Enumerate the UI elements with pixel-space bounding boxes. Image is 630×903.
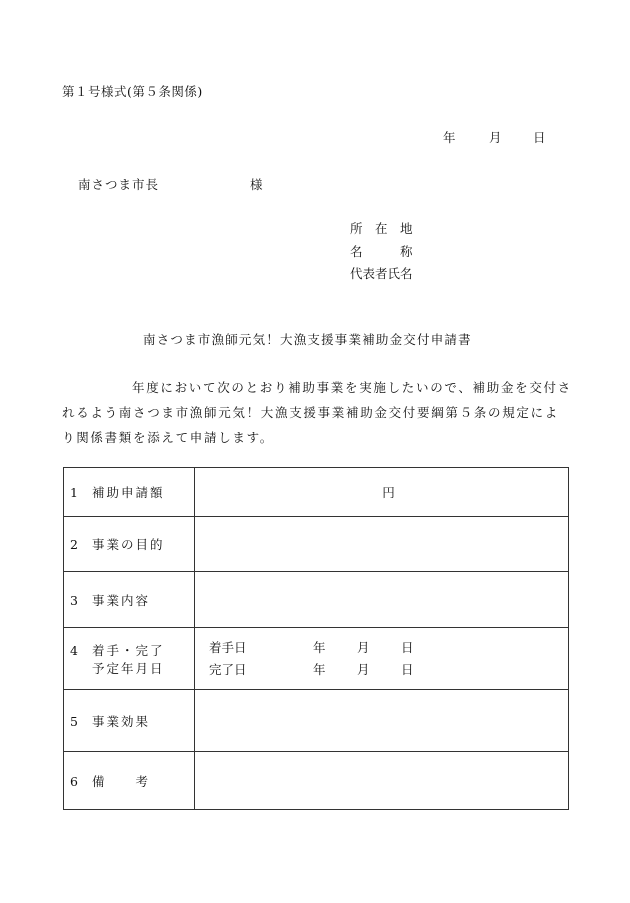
row-label-cell xyxy=(64,628,195,690)
applicant-representative-label: 代表者氏名 xyxy=(350,266,413,281)
row-number: 1 xyxy=(70,485,78,500)
row-label: 事業効果 xyxy=(92,713,151,729)
table-row xyxy=(64,517,569,572)
addressee-honorific: 様 xyxy=(250,177,263,192)
row-label: 着手・完了 xyxy=(92,642,165,658)
table-row xyxy=(64,628,569,690)
subsidy-amount-field[interactable] xyxy=(195,468,569,517)
row-number: 2 xyxy=(70,537,78,552)
row-label-cell xyxy=(64,517,195,572)
document-title: 南さつま市漁師元気！大漁支援事業補助金交付申請書 xyxy=(143,332,472,347)
row-label: 補助申請額 xyxy=(92,485,165,500)
start-month-label: 月 xyxy=(357,639,370,655)
yen-unit: 円 xyxy=(382,485,395,500)
date-day-label: 日 xyxy=(533,130,546,145)
table-row xyxy=(64,572,569,628)
form-number: 第１号様式(第５条関係) xyxy=(62,84,203,99)
row-number: 6 xyxy=(70,773,78,789)
row-label: 事業内容 xyxy=(92,592,151,608)
row-label-cell xyxy=(64,752,195,810)
start-day-label: 日 xyxy=(401,639,414,655)
applicant-name-label: 名 称 xyxy=(350,243,413,259)
schedule-dates-field[interactable] xyxy=(195,628,569,690)
row-label-cell xyxy=(64,690,195,752)
applicant-block xyxy=(350,218,413,286)
end-day-label: 日 xyxy=(401,661,414,677)
table-row xyxy=(64,690,569,752)
start-date-row xyxy=(209,637,568,659)
project-purpose-field[interactable] xyxy=(195,517,569,572)
date-year-label: 年 xyxy=(443,130,456,145)
end-month-label: 月 xyxy=(357,661,370,677)
end-date-row xyxy=(209,659,568,681)
row-label: 備 考 xyxy=(92,773,151,789)
application-table xyxy=(63,467,569,810)
row-number: 4 xyxy=(70,642,78,658)
application-body-text: 年度において次のとおり補助事業を実施したいので、補助金を交付されるよう南さつま市漁師元気！大漁支援事業補助金交付要綱第５条の規定により関係書類を添えて申請します。 xyxy=(62,380,572,445)
start-date-label: 着手日 xyxy=(209,639,247,655)
table-row xyxy=(64,752,569,810)
row-label: 事業の目的 xyxy=(92,537,165,552)
end-date-label: 完了日 xyxy=(209,661,247,677)
addressee xyxy=(78,175,263,193)
project-content-field[interactable] xyxy=(195,572,569,628)
date-month-label: 月 xyxy=(489,130,502,145)
table-row xyxy=(64,468,569,517)
addressee-name: 南さつま市長 xyxy=(78,177,160,192)
applicant-location-label: 所 在 地 xyxy=(350,221,413,236)
project-effect-field[interactable] xyxy=(195,690,569,752)
row-number: 5 xyxy=(70,713,78,729)
start-year-label: 年 xyxy=(313,639,326,655)
row-number: 3 xyxy=(70,592,78,608)
end-year-label: 年 xyxy=(313,661,326,677)
row-label-sub: 予定年月日 xyxy=(92,660,165,676)
row-label-cell xyxy=(64,572,195,628)
remarks-field[interactable] xyxy=(195,752,569,810)
application-date xyxy=(443,128,546,146)
row-label-cell xyxy=(64,468,195,517)
